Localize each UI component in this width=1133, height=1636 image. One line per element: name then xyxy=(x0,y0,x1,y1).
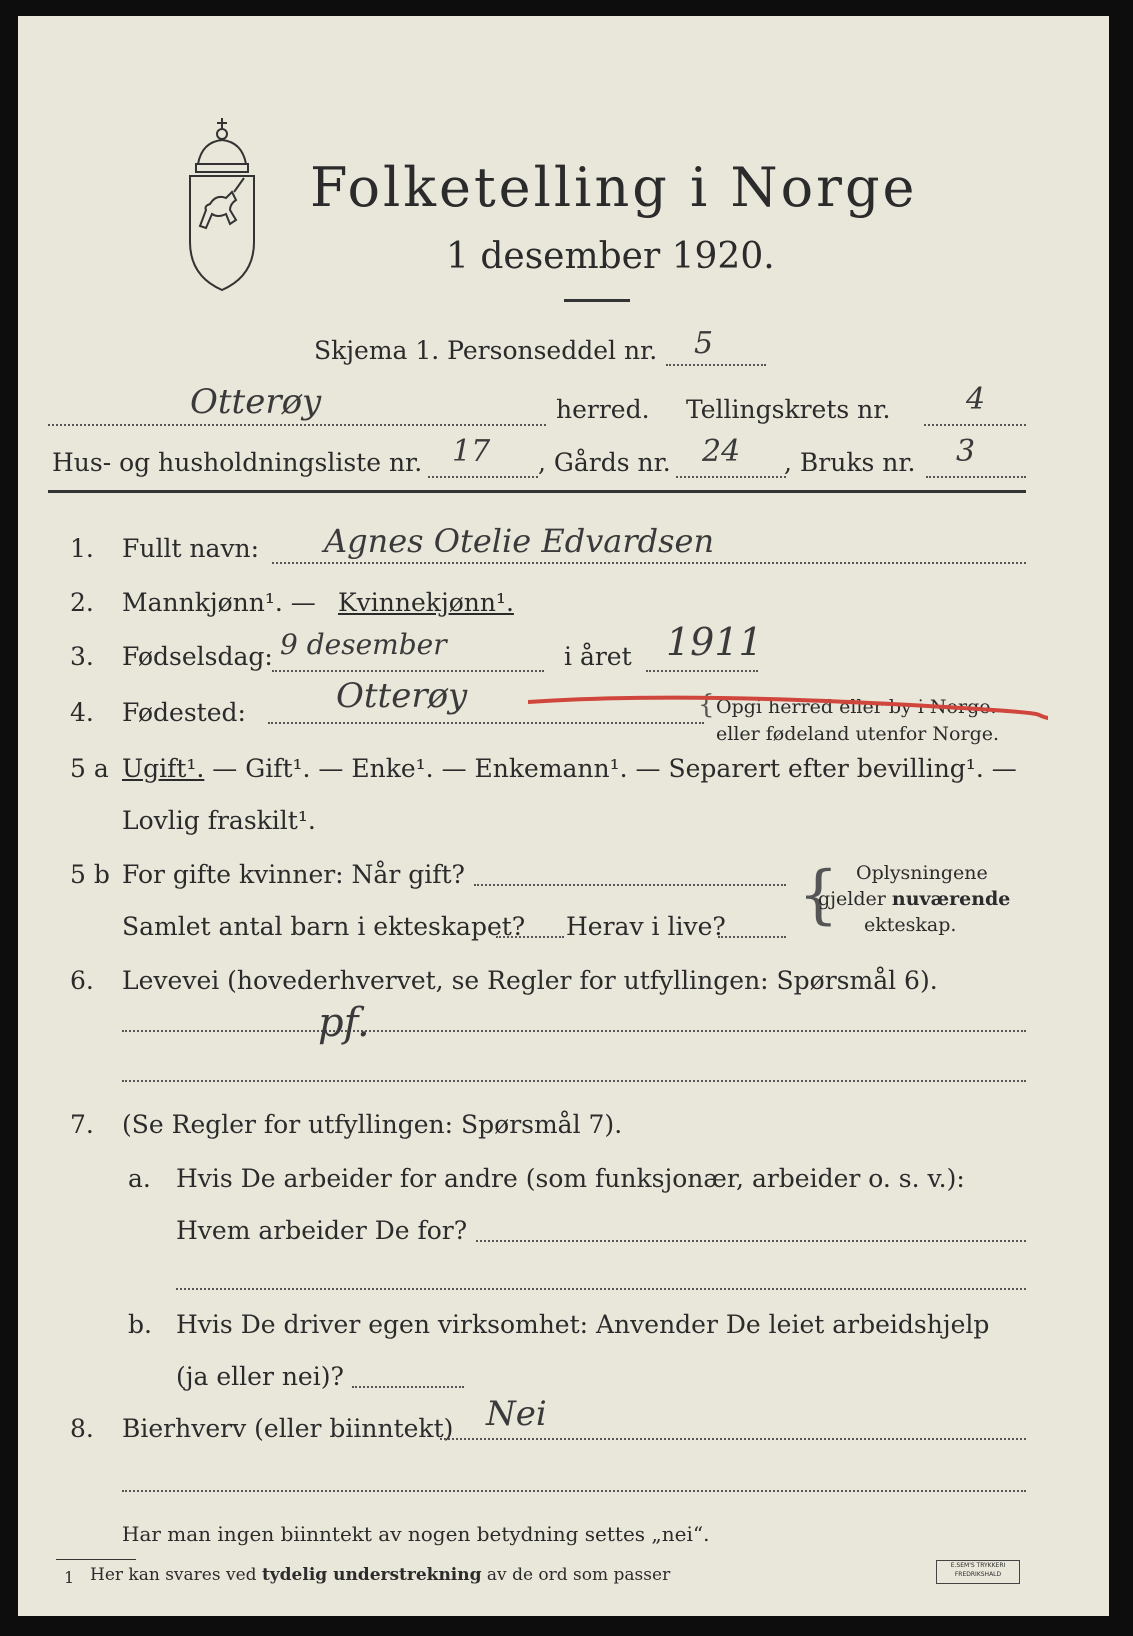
q6-occupation-value[interactable]: pf. xyxy=(318,1000,370,1046)
q8-number: 8. xyxy=(70,1414,94,1443)
q3-label: Fødselsdag: xyxy=(122,642,273,671)
q3-day-field-line xyxy=(272,670,544,672)
herred-field-line xyxy=(48,424,546,426)
hus-field-line xyxy=(428,476,538,478)
bruks-field-line xyxy=(926,476,1026,478)
q4-birthplace-value[interactable]: Otterøy xyxy=(336,676,468,716)
tellingskrets-nr-value[interactable]: 4 xyxy=(966,382,986,417)
q4-note-line2: eller fødeland utenfor Norge. xyxy=(716,723,1000,745)
gards-nr-value[interactable]: 24 xyxy=(702,434,741,469)
q5a-number: 5 a xyxy=(70,754,109,783)
q7-label: (Se Regler for utfyllingen: Spørsmål 7). xyxy=(122,1110,623,1139)
q5b-note-line2: gjelder nuværende xyxy=(818,888,1011,910)
footnote-rule xyxy=(56,1559,136,1560)
q5b-alive-field-line xyxy=(718,936,786,938)
q7b-letter: b. xyxy=(128,1310,152,1339)
personseddel-field-line xyxy=(666,364,766,366)
q5a-status-options xyxy=(122,754,1017,783)
census-form-sheet xyxy=(18,16,1109,1616)
q4-label: Fødested: xyxy=(122,698,246,727)
red-strike-mark xyxy=(528,684,1048,724)
q1-field-line xyxy=(272,562,1026,564)
q5b-children-field-line xyxy=(496,936,564,938)
q3-number: 3. xyxy=(70,642,94,671)
personseddel-nr-value[interactable]: 5 xyxy=(694,326,714,361)
q4-note-brace: { xyxy=(698,690,715,720)
footnote-text: Her kan svares ved tydelig understrekning av de ord som passer xyxy=(90,1565,671,1585)
q7a-letter: a. xyxy=(128,1164,151,1193)
q8-field-line1 xyxy=(440,1438,1026,1440)
footer-note: Har man ingen biinntekt av nogen betydning settes „nei“. xyxy=(122,1522,710,1546)
gards-label: , Gårds nr. xyxy=(538,448,671,477)
coat-of-arms-icon xyxy=(176,112,268,296)
q3-year-field-line xyxy=(646,670,758,672)
q1-name-value[interactable]: Agnes Otelie Edvardsen xyxy=(324,522,715,560)
hus-nr-value[interactable]: 17 xyxy=(452,434,491,469)
q7a-line1: Hvis De arbeider for andre (som funksjonær, arbeider o. s. v.): xyxy=(176,1164,965,1193)
tellingskrets-label: Tellingskrets nr. xyxy=(686,395,891,424)
q7-number: 7. xyxy=(70,1110,94,1139)
q6-field-line2 xyxy=(122,1080,1026,1082)
q8-label: Bierhverv (eller biinntekt) xyxy=(122,1414,454,1443)
q3-day-value[interactable]: 9 desember xyxy=(280,628,447,661)
herred-label: herred. xyxy=(556,395,650,424)
q5a-ugift-underlined[interactable]: Ugift¹. xyxy=(122,754,205,783)
printer-stamp: E.SEM'S TRYKKERI FREDRIKSHALD xyxy=(936,1560,1020,1584)
q5b-label2b: Herav i live? xyxy=(566,912,726,941)
q1-label: Fullt navn: xyxy=(122,534,260,563)
gards-field-line xyxy=(676,476,786,478)
q8-field-line2 xyxy=(122,1490,1026,1492)
q5b-note-line1: Oplysningene xyxy=(856,862,988,884)
q7b-field-line xyxy=(352,1386,464,1388)
tellingskrets-field-line xyxy=(924,424,1026,426)
q5b-note-brace: { xyxy=(798,858,839,932)
q5a-line2: Lovlig fraskilt¹. xyxy=(122,806,316,835)
q2-number: 2. xyxy=(70,588,94,617)
q6-field-line1 xyxy=(122,1030,1026,1032)
skjema-label: Skjema 1. Personseddel nr. xyxy=(314,336,658,365)
title-divider xyxy=(564,299,630,302)
header-rule xyxy=(48,490,1026,493)
bruks-nr-value[interactable]: 3 xyxy=(956,434,976,469)
hus-label: Hus- og husholdningsliste nr. xyxy=(52,448,423,477)
q3-year-label: i året xyxy=(564,642,632,671)
q2-kvinnekjonn-underlined[interactable]: Kvinnekjønn¹. xyxy=(338,588,514,617)
form-date: 1 desember 1920. xyxy=(446,236,775,277)
q5a-other-options: — Gift¹. — Enke¹. — Enkemann¹. — Separert efter bevilling¹. — xyxy=(204,754,1017,783)
q1-number: 1. xyxy=(70,534,94,563)
q8-value[interactable]: Nei xyxy=(486,1394,547,1434)
q7b-line2: (ja eller nei)? xyxy=(176,1362,344,1391)
q5b-number: 5 b xyxy=(70,860,110,889)
q6-number: 6. xyxy=(70,966,94,995)
q7a-field-line1 xyxy=(476,1240,1026,1242)
q7a-line2: Hvem arbeider De for? xyxy=(176,1216,468,1245)
form-title: Folketelling i Norge xyxy=(310,156,918,219)
herred-value[interactable]: Otterøy xyxy=(190,382,322,422)
q5b-label2a: Samlet antal barn i ekteskapet? xyxy=(122,912,526,941)
footnote-number: 1 xyxy=(64,1568,75,1587)
q5b-label1: For gifte kvinner: Når gift? xyxy=(122,860,465,889)
q2-mannkjonn: Mannkjønn¹. — xyxy=(122,588,316,617)
q6-label: Levevei (hovederhvervet, se Regler for utfyllingen: Spørsmål 6). xyxy=(122,966,938,995)
q7a-field-line2 xyxy=(176,1288,1026,1290)
q3-year-value[interactable]: 1911 xyxy=(666,620,763,664)
bruks-label: , Bruks nr. xyxy=(784,448,916,477)
q5b-note-line3: ekteskap. xyxy=(864,914,957,936)
q5b-married-field-line xyxy=(474,884,786,886)
q4-note-line1: Opgi herred eller by i Norge. xyxy=(716,696,997,718)
q7b-line1: Hvis De driver egen virksomhet: Anvender De leiet arbeidshjelp xyxy=(176,1310,990,1339)
q4-number: 4. xyxy=(70,698,94,727)
